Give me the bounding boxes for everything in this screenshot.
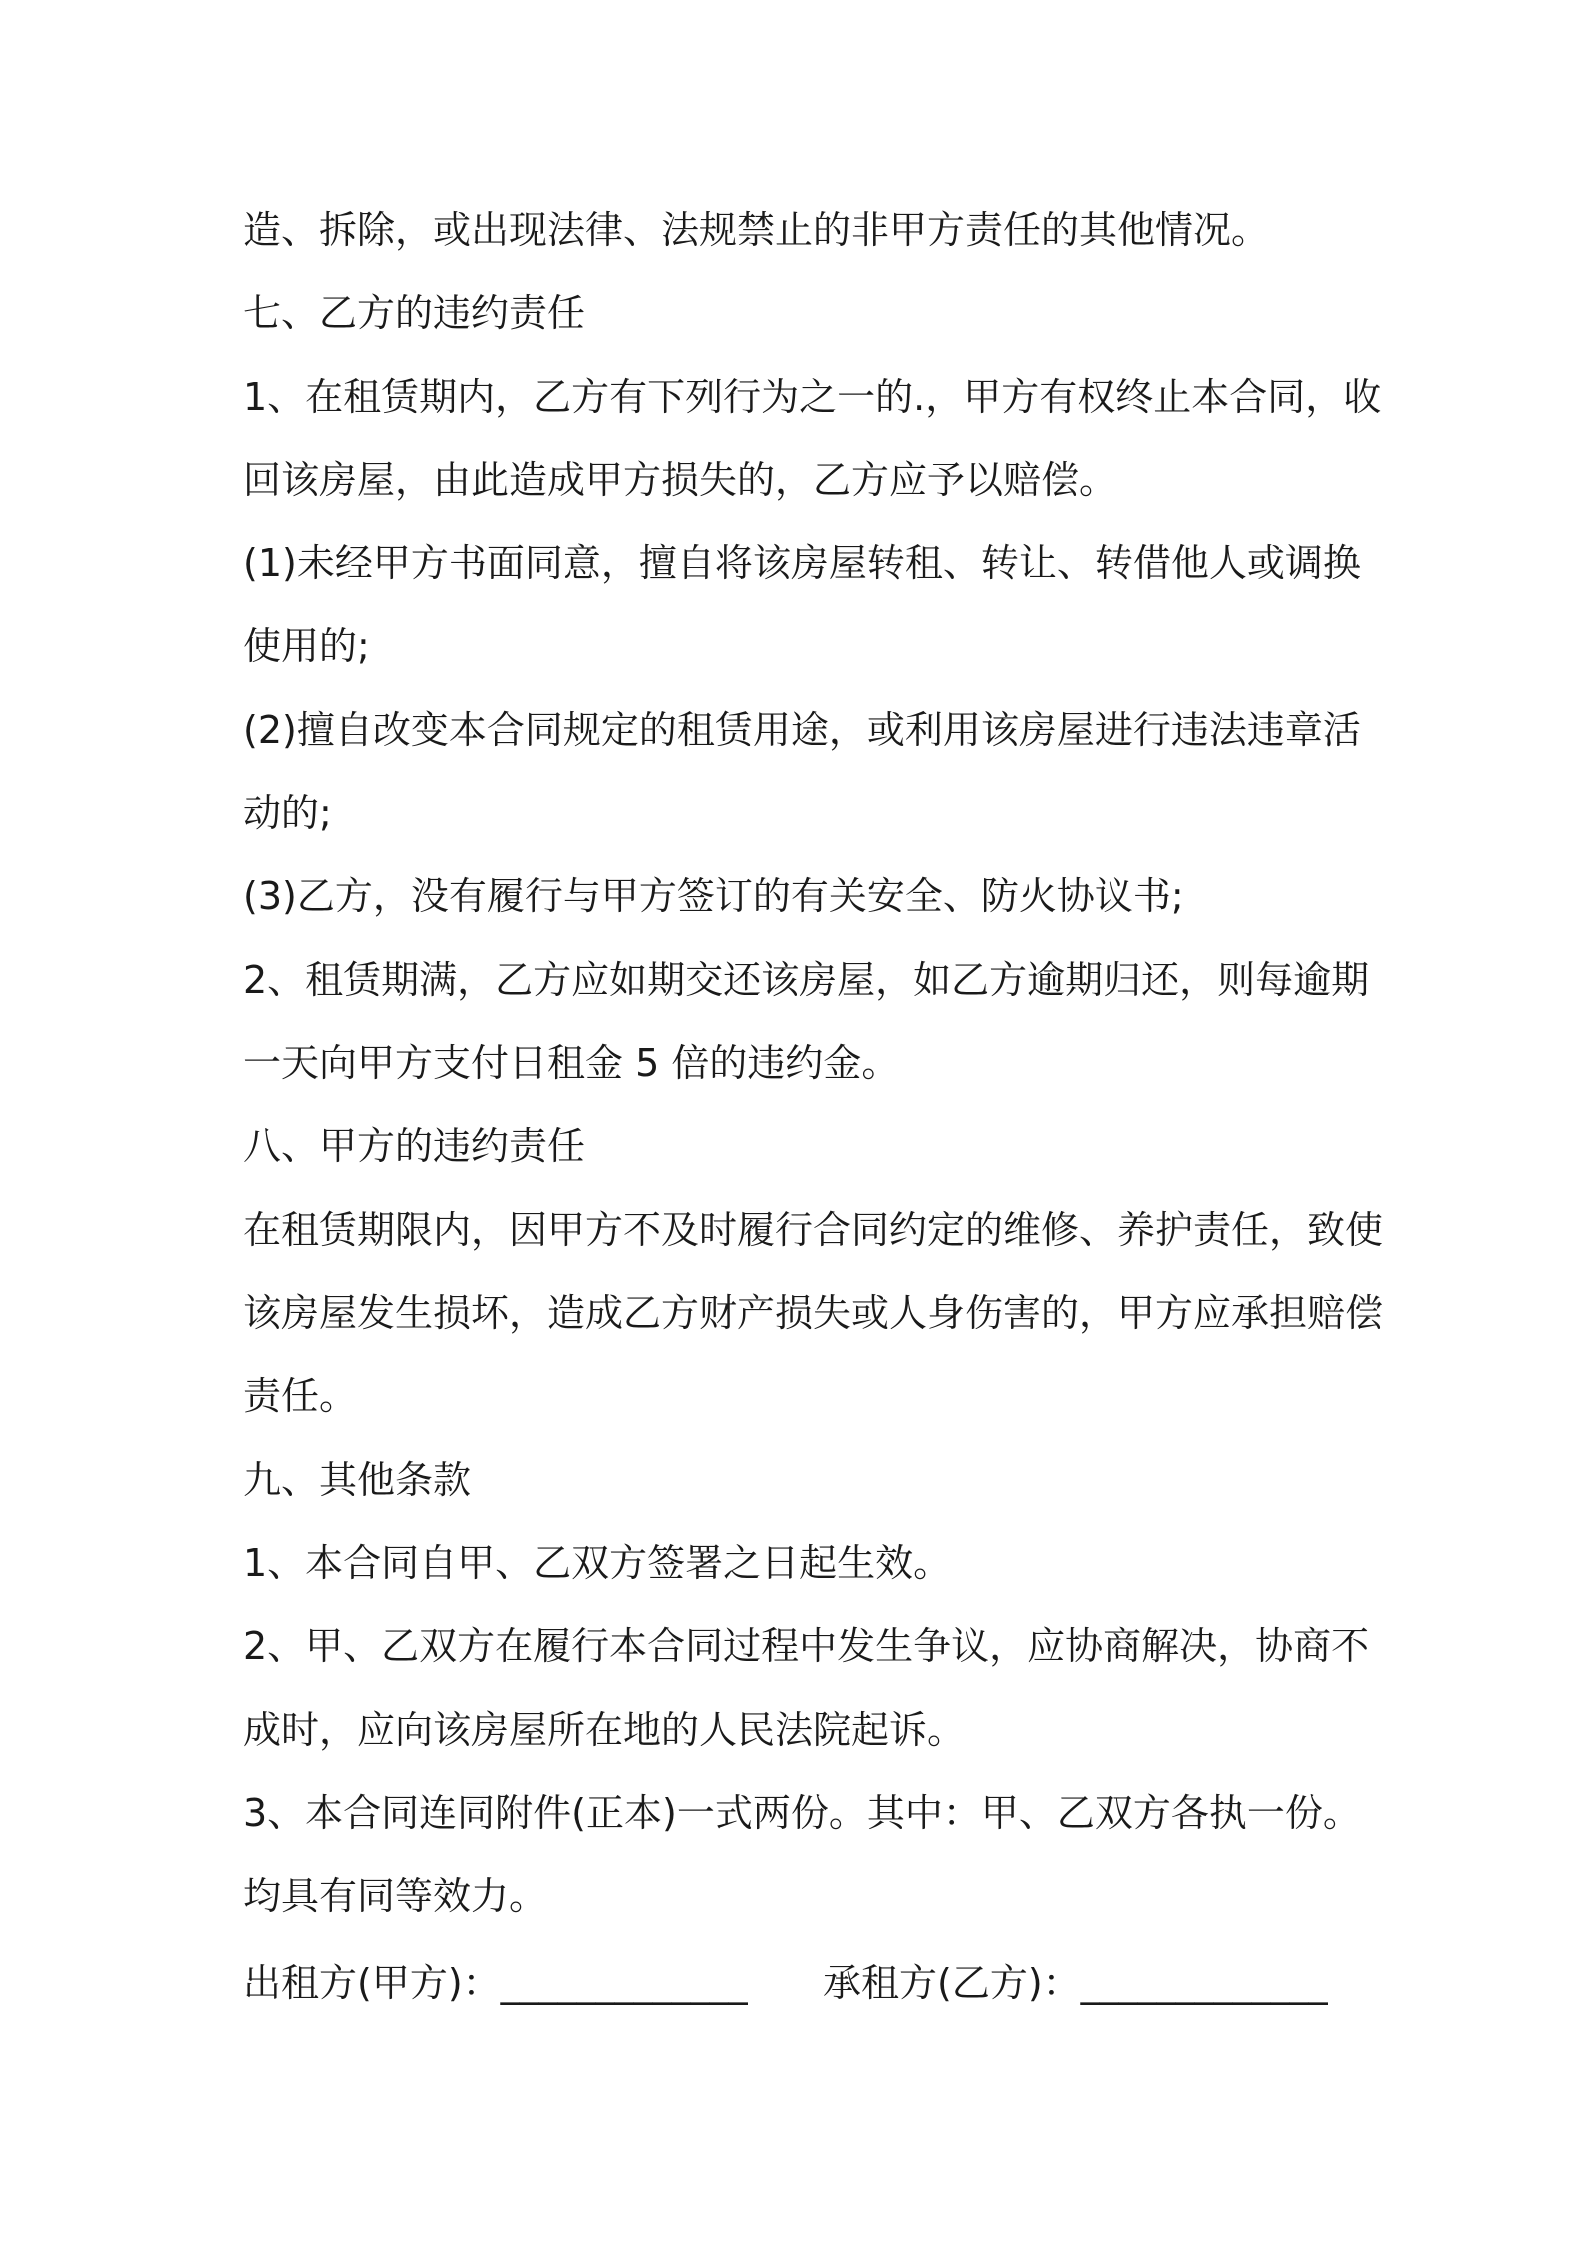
text-line: (2)擅自改变本合同规定的租赁用途，或利用该房屋进行违法违章活 — [243, 708, 1361, 752]
lessee-signature: 承租方(乙方)：_____________ — [823, 1961, 1328, 2005]
text-line: 3、本合同连同附件(正本)一式两份。其中：甲、乙双方各执一份。 — [243, 1791, 1361, 1835]
text-line: 动的; — [243, 791, 332, 835]
text-line: 均具有同等效力。 — [243, 1874, 548, 1918]
section-heading: 八、甲方的违约责任 — [243, 1124, 586, 1168]
text-line: (3)乙方，没有履行与甲方签订的有关安全、防火协议书; — [243, 874, 1184, 918]
text-line: (1)未经甲方书面同意，擅自将该房屋转租、转让、转借他人或调换 — [243, 541, 1361, 585]
text-line: 使用的; — [243, 624, 370, 668]
section-heading: 七、乙方的违约责任 — [243, 291, 586, 335]
section-heading: 九、其他条款 — [243, 1458, 472, 1502]
text-line: 回该房屋，由此造成甲方损失的，乙方应予以赔偿。 — [243, 458, 1118, 502]
text-line: 责任。 — [243, 1374, 358, 1418]
signature-row — [243, 1958, 1363, 2014]
text-line: 在租赁期限内，因甲方不及时履行合同约定的维修、养护责任，致使 — [243, 1208, 1384, 1252]
text-line: 成时，应向该房屋所在地的人民法院起诉。 — [243, 1708, 966, 1752]
text-line: 造、拆除，或出现法律、法规禁止的非甲方责任的其他情况。 — [243, 208, 1270, 252]
lessor-signature: 出租方(甲方)：_____________ — [243, 1961, 748, 2005]
text-line: 2、甲、乙双方在履行本合同过程中发生争议，应协商解决，协商不 — [243, 1624, 1370, 1668]
text-line: 1、在租赁期内，乙方有下列行为之一的.，甲方有权终止本合同，收 — [243, 375, 1382, 419]
text-line: 1、本合同自甲、乙双方签署之日起生效。 — [243, 1541, 952, 1585]
text-line: 该房屋发生损坏，造成乙方财产损失或人身伤害的，甲方应承担赔偿 — [243, 1291, 1384, 1335]
text-line: 一天向甲方支付日租金 5 倍的违约金。 — [243, 1041, 900, 1085]
text-line: 2、租赁期满，乙方应如期交还该房屋，如乙方逾期归还，则每逾期 — [243, 958, 1370, 1002]
